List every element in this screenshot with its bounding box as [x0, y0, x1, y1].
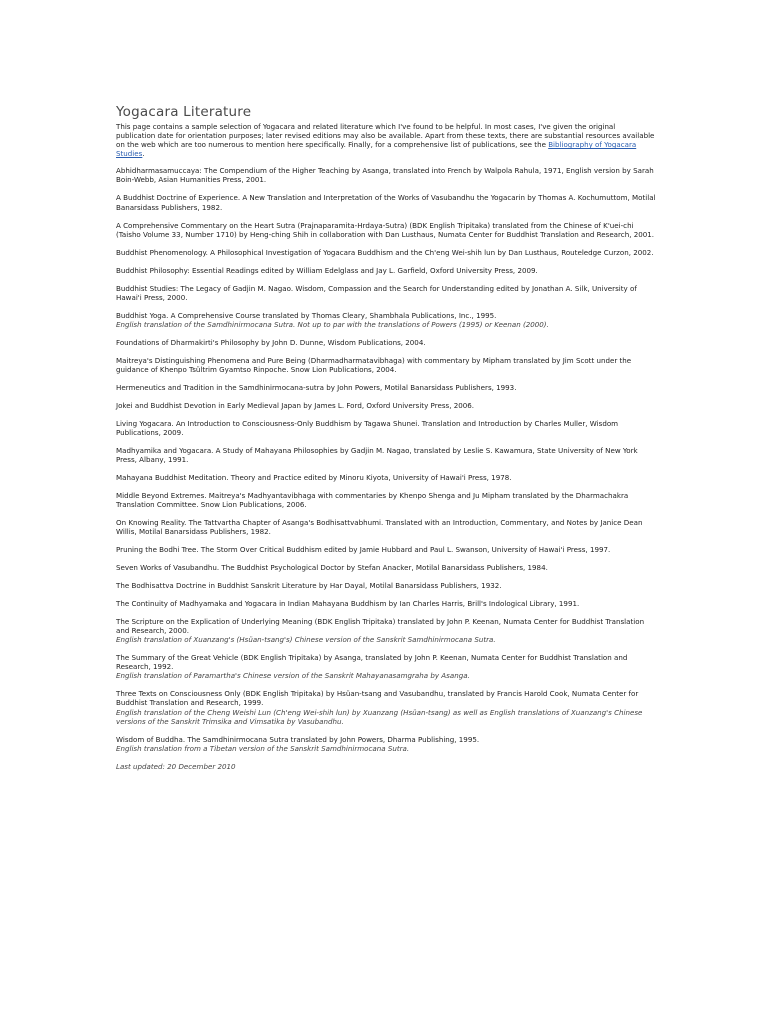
literature-list — [116, 166, 656, 752]
entry-citation: Madhyamika and Yogacara. A Study of Mahayana Philosophies by Gadjin M. Nagao, translated by Leslie S. Kawamura, State University of New York Press, Albany, 1991. — [116, 445, 638, 464]
entry-note: English translation of Xuanzang's (Hsüan-tsang's) Chinese version of the Sanskrit Samdhinirmocana Sutra. — [116, 635, 496, 645]
literature-entry — [116, 401, 656, 410]
literature-entry — [116, 599, 656, 608]
entry-citation: The Scripture on the Explication of Underlying Meaning (BDK English Tripitaka) translated by John P. Keenan, Numata Center for Buddhist Translation and Research, 2000. — [116, 617, 645, 636]
literature-entry — [116, 383, 656, 392]
page-title: Yogacara Literature — [116, 104, 252, 120]
literature-entry — [116, 518, 656, 536]
entry-citation: A Comprehensive Commentary on the Heart Sutra (Prajnaparamita-Hrdaya-Sutra) (BDK English Tripitaka) translated from the Chinese of K'uei-chi (Taisho Volume 33, Number 1710) by Heng-ching Shih in collaboration with Dan Lusthaus, Numata Center for Buddhist Translation and Research, 2001. — [116, 220, 655, 239]
literature-entry — [116, 653, 656, 680]
entry-note: English translation of the Cheng Weishi Lun (Ch'eng Wei-shih lun) by Xuanzang (Hsüan-tsang) as well as English translations of Xuanzang's Chinese versions of the Sanskrit Trimsika and Vimsatika by Vasubandhu. — [116, 707, 643, 726]
literature-entry — [116, 311, 656, 329]
last-updated: Last updated: 20 December 2010 — [116, 761, 236, 771]
entry-note: English translation of the Samdhinirmocana Sutra. Not up to par with the translations of Powers (1995) or Keenan (2000). — [116, 319, 549, 329]
entry-citation: Pruning the Bodhi Tree. The Storm Over Critical Buddhism edited by Jamie Hubbard and Paul L. Swanson, University of Hawai'i Press, 1997. — [116, 545, 611, 555]
literature-entry — [116, 446, 656, 464]
literature-entry — [116, 419, 656, 437]
entry-citation: Buddhist Yoga. A Comprehensive Course translated by Thomas Cleary, Shambhala Publications, Inc., 1995. — [116, 310, 497, 320]
entry-citation: The Summary of the Great Vehicle (BDK English Tripitaka) by Asanga, translated by John P. Keenan, Numata Center for Buddhist Translation and Research, 1992. — [116, 653, 628, 672]
intro-paragraph — [116, 122, 656, 158]
entry-note: English translation from a Tibetan version of the Sanskrit Samdhinirmocana Sutra. — [116, 743, 410, 753]
intro-suffix: . — [142, 149, 145, 159]
literature-entry — [116, 689, 656, 725]
literature-entry — [116, 221, 656, 239]
literature-entry — [116, 491, 656, 509]
entry-citation: On Knowing Reality. The Tattvartha Chapter of Asanga's Bodhisattvabhumi. Translated with an Introduction, Commentary, and Notes by Janice Dean Willis, Motilal Banarsidass Publishers, 1982. — [116, 517, 643, 537]
literature-entry — [116, 266, 656, 275]
entry-citation: A Buddhist Doctrine of Experience. A New Translation and Interpretation of the Works of Vasubandhu the Yogacarin by Thomas A. Kochumuttom, Motilal Banarsidass Publishers, 1982. — [116, 193, 656, 212]
entry-citation: The Continuity of Madhyamaka and Yogacara in Indian Mahayana Buddhism by Ian Charles Harris, Brill's Indological Library, 1991. — [116, 599, 580, 609]
literature-entry — [116, 166, 656, 184]
entry-citation: Wisdom of Buddha. The Samdhinirmocana Sutra translated by John Powers, Dharma Publishing, 1995. — [116, 734, 480, 744]
entry-citation: Three Texts on Consciousness Only (BDK English Tripitaka) by Hsüan-tsang and Vasubandhu, translated by Francis Harold Cook, Numata Center for Buddhist Translation and Research, 1999. — [116, 689, 639, 708]
entry-citation: The Bodhisattva Doctrine in Buddhist Sanskrit Literature by Har Dayal, Motilal Banarsidass Publishers, 1932. — [116, 581, 502, 591]
literature-entry — [116, 735, 656, 753]
entry-citation: Living Yogacara. An Introduction to Consciousness-Only Buddhism by Tagawa Shunei. Translation and Introduction by Charles Muller, Wisdom Publications, 2009. — [116, 418, 619, 437]
literature-entry — [116, 338, 656, 347]
entry-citation: Seven Works of Vasubandhu. The Buddhist Psychological Doctor by Stefan Anacker, Motilal Banarsidass Publishers, 1984. — [116, 563, 548, 573]
entry-citation: Foundations of Dharmakirti's Philosophy by John D. Dunne, Wisdom Publications, 2004. — [116, 337, 426, 347]
literature-entry — [116, 473, 656, 482]
entry-citation: Hermeneutics and Tradition in the Samdhinirmocana-sutra by John Powers, Motilal Banarsidass Publishers, 1993. — [116, 382, 517, 392]
literature-entry — [116, 617, 656, 644]
entry-citation: Jokei and Buddhist Devotion in Early Medieval Japan by James L. Ford, Oxford University Press, 2006. — [116, 400, 475, 410]
entry-citation: Buddhist Studies: The Legacy of Gadjin M. Nagao. Wisdom, Compassion and the Search for Understanding edited by Jonathan A. Silk, University of Hawai'i Press, 2000. — [116, 283, 637, 302]
intro-text: This page contains a sample selection of Yogacara and related literature which I've found to be helpful. In most cases, I've given the original publication date for orientation purposes; later revised editions may also be available. Apart from these texts, there are substantial resources available on the web which are too numerous to mention here specifically. Finally, for a comprehensive list of publications, see the — [116, 122, 655, 150]
entry-citation: Buddhist Philosophy: Essential Readings edited by William Edelglass and Jay L. Garfield, Oxford University Press, 2009. — [116, 265, 538, 275]
entry-citation: Buddhist Phenomenology. A Philosophical Investigation of Yogacara Buddhism and the Ch'eng Wei-shih lun by Dan Lusthaus, Routeledge Curzon, 2002. — [116, 247, 654, 257]
entry-citation: Mahayana Buddhist Meditation. Theory and Practice edited by Minoru Kiyota, University of Hawai'i Press, 1978. — [116, 472, 512, 482]
literature-entry — [116, 284, 656, 302]
literature-entry — [116, 356, 656, 374]
literature-entry — [116, 581, 656, 590]
article — [116, 104, 656, 771]
entry-citation: Middle Beyond Extremes. Maitreya's Madhyantavibhaga with commentaries by Khenpo Shenga and Ju Mipham translated by the Dharmachakra Translation Committee. Snow Lion Publications, 2006. — [116, 490, 629, 509]
entry-note: English translation of Paramartha's Chinese version of the Sanskrit Mahayanasamgraha by Asanga. — [116, 671, 470, 681]
literature-entry — [116, 563, 656, 572]
literature-entry — [116, 193, 656, 211]
literature-entry — [116, 545, 656, 554]
entry-citation: Abhidharmasamuccaya: The Compendium of the Higher Teaching by Asanga, translated into French by Walpola Rahula, 1971, English version by Sarah Boin-Webb, Asian Humanities Press, 2001. — [116, 166, 654, 185]
bibliography-link[interactable]: Bibliography of Yogacara Studies — [116, 140, 637, 159]
literature-entry — [116, 248, 656, 257]
entry-citation: Maitreya's Distinguishing Phenomena and Pure Being (Dharmadharmatavibhaga) with commentary by Mipham translated by Jim Scott under the guidance of Khenpo Tsültrim Gyamtso Rinpoche. Snow Lion Publications, 2004. — [116, 355, 632, 374]
